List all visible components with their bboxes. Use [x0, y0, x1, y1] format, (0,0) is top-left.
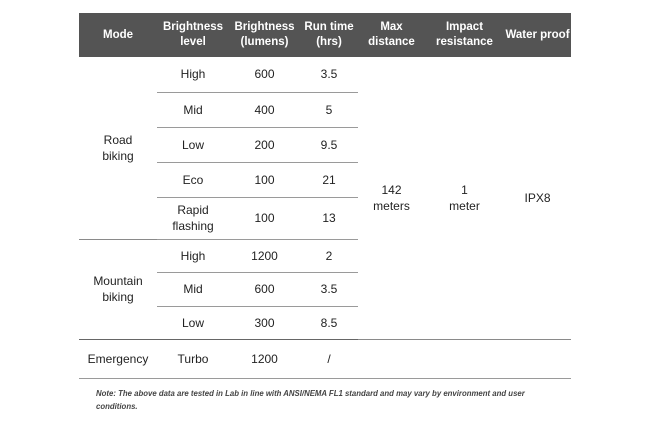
table-row: [79, 57, 571, 92]
level-cell: Low: [157, 127, 229, 162]
mode-mountain-biking: Mountain biking: [93, 274, 143, 304]
level-cell: Eco: [157, 162, 229, 197]
lumens-cell: 600: [229, 272, 300, 306]
header-run-time: Run time (hrs): [300, 13, 358, 57]
runtime-cell: 13: [300, 197, 358, 239]
runtime-cell: /: [300, 339, 358, 378]
lumens-cell: 1200: [229, 339, 300, 378]
runtime-cell: 3.5: [300, 57, 358, 92]
level-cell: Mid: [157, 272, 229, 306]
runtime-cell: 8.5: [320, 315, 338, 330]
lumens-cell: 100: [229, 162, 300, 197]
header-impact-resistance: Impact resistance: [425, 13, 504, 57]
table-row-emergency: [79, 339, 571, 378]
level-cell: Low: [181, 315, 204, 330]
impact-resistance-value: 1 meter: [425, 57, 504, 339]
level-cell: High: [157, 57, 229, 92]
runtime-cell: 9.5: [300, 127, 358, 162]
mode-emergency: Emergency: [79, 339, 157, 378]
header-row: [79, 13, 571, 57]
header-waterproof: Water proof: [504, 13, 571, 57]
lumens-cell: 200: [229, 127, 300, 162]
lumens-cell: 600: [229, 57, 300, 92]
spec-table-container: [79, 13, 571, 379]
header-max-distance: Max distance: [358, 13, 425, 57]
waterproof-value: IPX8: [504, 57, 571, 339]
header-mode: Mode: [79, 13, 157, 57]
runtime-cell: 2: [300, 239, 358, 272]
level-cell: Turbo: [157, 339, 229, 378]
lumens-cell: 400: [229, 92, 300, 127]
level-cell: High: [157, 239, 229, 272]
lumens-cell: 100: [229, 197, 300, 239]
lumens-cell: 1200: [229, 239, 300, 272]
empty-cell: [425, 339, 504, 378]
mode-road-biking: Road biking: [79, 57, 157, 239]
header-brightness-lumens: Brightness (lumens): [229, 13, 300, 57]
lumens-cell: 300: [254, 315, 275, 330]
runtime-cell: 3.5: [300, 272, 358, 306]
runtime-cell: 5: [300, 92, 358, 127]
level-cell: Rapid flashing: [157, 197, 229, 239]
footnote: Note: The above data are tested in Lab in line with ANSI/NEMA FL1 standard and may vary by environment and user conditions.: [96, 389, 525, 411]
empty-cell: [358, 339, 425, 378]
level-cell: Mid: [157, 92, 229, 127]
spec-table: [79, 13, 571, 379]
header-brightness-level: Brightness level: [157, 13, 229, 57]
runtime-cell: 21: [300, 162, 358, 197]
empty-cell: [504, 339, 571, 378]
max-distance-value: 142 meters: [358, 57, 425, 339]
